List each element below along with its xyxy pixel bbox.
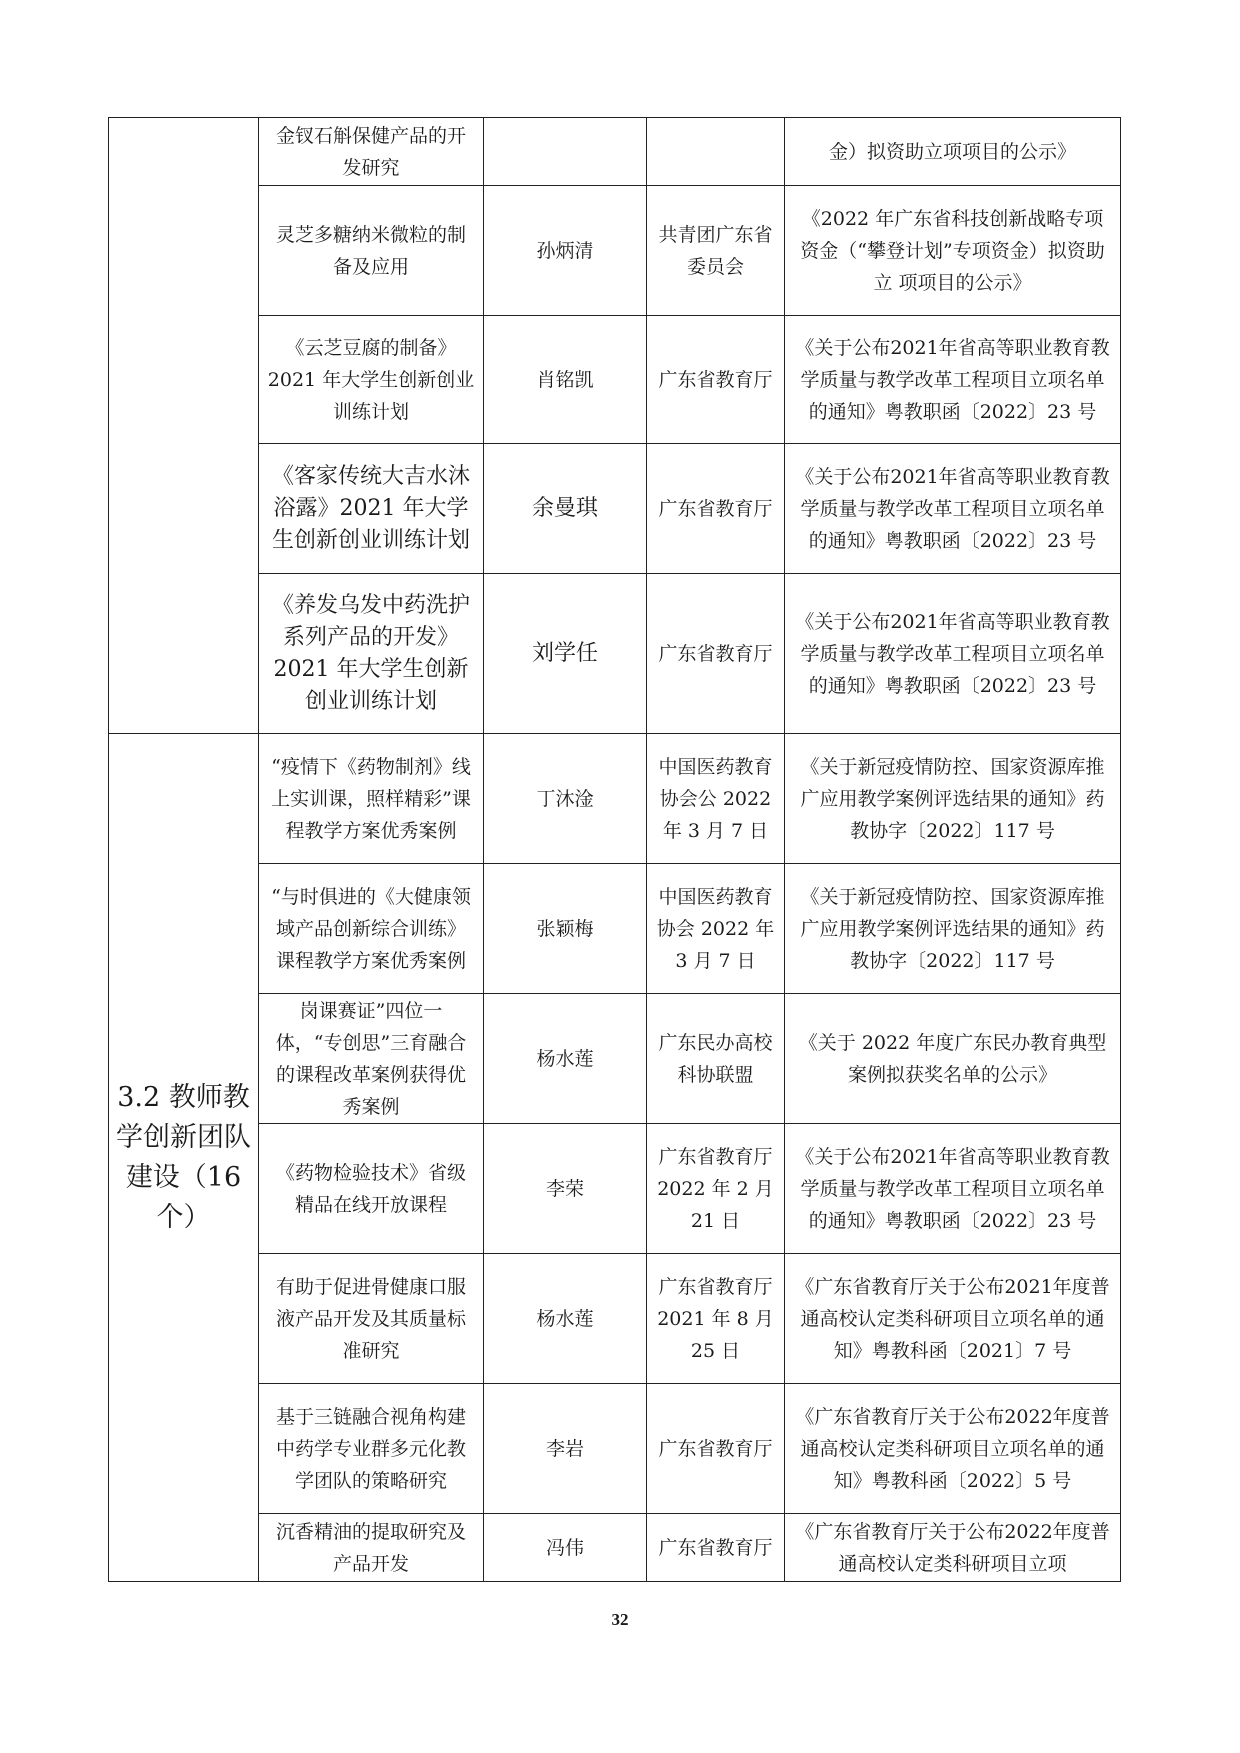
table-row bbox=[109, 574, 1121, 734]
doc-cell: 《关于 2022 年度广东民办教育典型案例拟获奖名单的公示》 bbox=[785, 994, 1121, 1124]
project-cell: 《养发乌发中药洗护系列产品的开发》2021 年大学生创新创业训练计划 bbox=[259, 574, 484, 734]
org-cell: 共青团广东省委员会 bbox=[647, 186, 785, 316]
project-cell: 基于三链融合视角构建中药学专业群多元化教学团队的策略研究 bbox=[259, 1384, 484, 1514]
doc-cell: 金）拟资助立项项目的公示》 bbox=[785, 118, 1121, 186]
table-row bbox=[109, 1124, 1121, 1254]
project-cell: 岗课赛证”四位一体，“专创思”三育融合的课程改革案例获得优秀案例 bbox=[259, 994, 484, 1124]
person-cell: 杨水莲 bbox=[484, 994, 647, 1124]
org-cell: 广东省教育厅 2021 年 8 月 25 日 bbox=[647, 1254, 785, 1384]
doc-cell: 《关于新冠疫情防控、国家资源库推广应用教学案例评选结果的通知》药教协字〔2022〕117 号 bbox=[785, 734, 1121, 864]
project-cell: 《药物检验技术》省级精品在线开放课程 bbox=[259, 1124, 484, 1254]
person-cell: 李荣 bbox=[484, 1124, 647, 1254]
project-cell: “疫情下《药物制剂》线上实训课，照样精彩”课程教学方案优秀案例 bbox=[259, 734, 484, 864]
doc-cell: 《关于新冠疫情防控、国家资源库推广应用教学案例评选结果的通知》药教协字〔2022〕117 号 bbox=[785, 864, 1121, 994]
project-table bbox=[108, 117, 1121, 1582]
doc-cell: 《关于公布2021年省高等职业教育教学质量与教学改革工程项目立项名单的通知》粤教职函〔2022〕23 号 bbox=[785, 316, 1121, 444]
doc-cell: 《广东省教育厅关于公布2021年度普通高校认定类科研项目立项名单的通知》粤教科函〔2021〕7 号 bbox=[785, 1254, 1121, 1384]
table-row bbox=[109, 1514, 1121, 1582]
org-cell: 中国医药教育协会 2022 年 3 月 7 日 bbox=[647, 864, 785, 994]
person-cell: 冯伟 bbox=[484, 1514, 647, 1582]
project-cell: 有助于促进骨健康口服液产品开发及其质量标准研究 bbox=[259, 1254, 484, 1384]
person-cell: 肖铭凯 bbox=[484, 316, 647, 444]
org-cell: 广东省教育厅 bbox=[647, 574, 785, 734]
project-cell: 沉香精油的提取研究及产品开发 bbox=[259, 1514, 484, 1582]
table-row bbox=[109, 994, 1121, 1124]
person-cell: 孙炳清 bbox=[484, 186, 647, 316]
org-cell bbox=[647, 118, 785, 186]
table-row bbox=[109, 186, 1121, 316]
person-cell: 刘学任 bbox=[484, 574, 647, 734]
org-cell: 广东省教育厅 bbox=[647, 316, 785, 444]
table-row bbox=[109, 734, 1121, 864]
person-cell: 李岩 bbox=[484, 1384, 647, 1514]
org-cell: 中国医药教育协会公 2022 年 3 月 7 日 bbox=[647, 734, 785, 864]
project-cell: 金钗石斛保健产品的开发研究 bbox=[259, 118, 484, 186]
project-cell: 《客家传统大吉水沐浴露》2021 年大学生创新创业训练计划 bbox=[259, 444, 484, 574]
doc-cell: 《关于公布2021年省高等职业教育教学质量与教学改革工程项目立项名单的通知》粤教职函〔2022〕23 号 bbox=[785, 1124, 1121, 1254]
person-cell: 杨水莲 bbox=[484, 1254, 647, 1384]
project-cell: “与时俱进的《大健康领域产品创新综合训练》课程教学方案优秀案例 bbox=[259, 864, 484, 994]
person-cell: 余曼琪 bbox=[484, 444, 647, 574]
doc-cell: 《关于公布2021年省高等职业教育教学质量与教学改革工程项目立项名单的通知》粤教职函〔2022〕23 号 bbox=[785, 444, 1121, 574]
person-cell bbox=[484, 118, 647, 186]
doc-cell: 《2022 年广东省科技创新战略专项资金（“攀登计划”专项资金）拟资助立 项项目的公示》 bbox=[785, 186, 1121, 316]
table-row bbox=[109, 118, 1121, 186]
category-cell-empty bbox=[109, 118, 259, 734]
org-cell: 广东民办高校科协联盟 bbox=[647, 994, 785, 1124]
category-cell: 3.2 教师教学创新团队建设（16个） bbox=[109, 734, 259, 1582]
org-cell: 广东省教育厅 bbox=[647, 444, 785, 574]
table-row bbox=[109, 444, 1121, 574]
doc-cell: 《关于公布2021年省高等职业教育教学质量与教学改革工程项目立项名单的通知》粤教职函〔2022〕23 号 bbox=[785, 574, 1121, 734]
person-cell: 丁沐淦 bbox=[484, 734, 647, 864]
project-cell: 灵芝多糖纳米微粒的制备及应用 bbox=[259, 186, 484, 316]
document-page bbox=[108, 117, 1120, 1582]
project-cell: 《云芝豆腐的制备》2021 年大学生创新创业训练计划 bbox=[259, 316, 484, 444]
page-number: 32 bbox=[611, 1610, 629, 1629]
org-cell: 广东省教育厅 bbox=[647, 1384, 785, 1514]
table-row bbox=[109, 1254, 1121, 1384]
table-row bbox=[109, 1384, 1121, 1514]
org-cell: 广东省教育厅 2022 年 2 月 21 日 bbox=[647, 1124, 785, 1254]
table-row bbox=[109, 864, 1121, 994]
doc-cell: 《广东省教育厅关于公布2022年度普通高校认定类科研项目立项名单的通知》粤教科函〔2022〕5 号 bbox=[785, 1384, 1121, 1514]
doc-cell: 《广东省教育厅关于公布2022年度普通高校认定类科研项目立项 bbox=[785, 1514, 1121, 1582]
org-cell: 广东省教育厅 bbox=[647, 1514, 785, 1582]
table-row bbox=[109, 316, 1121, 444]
person-cell: 张颖梅 bbox=[484, 864, 647, 994]
